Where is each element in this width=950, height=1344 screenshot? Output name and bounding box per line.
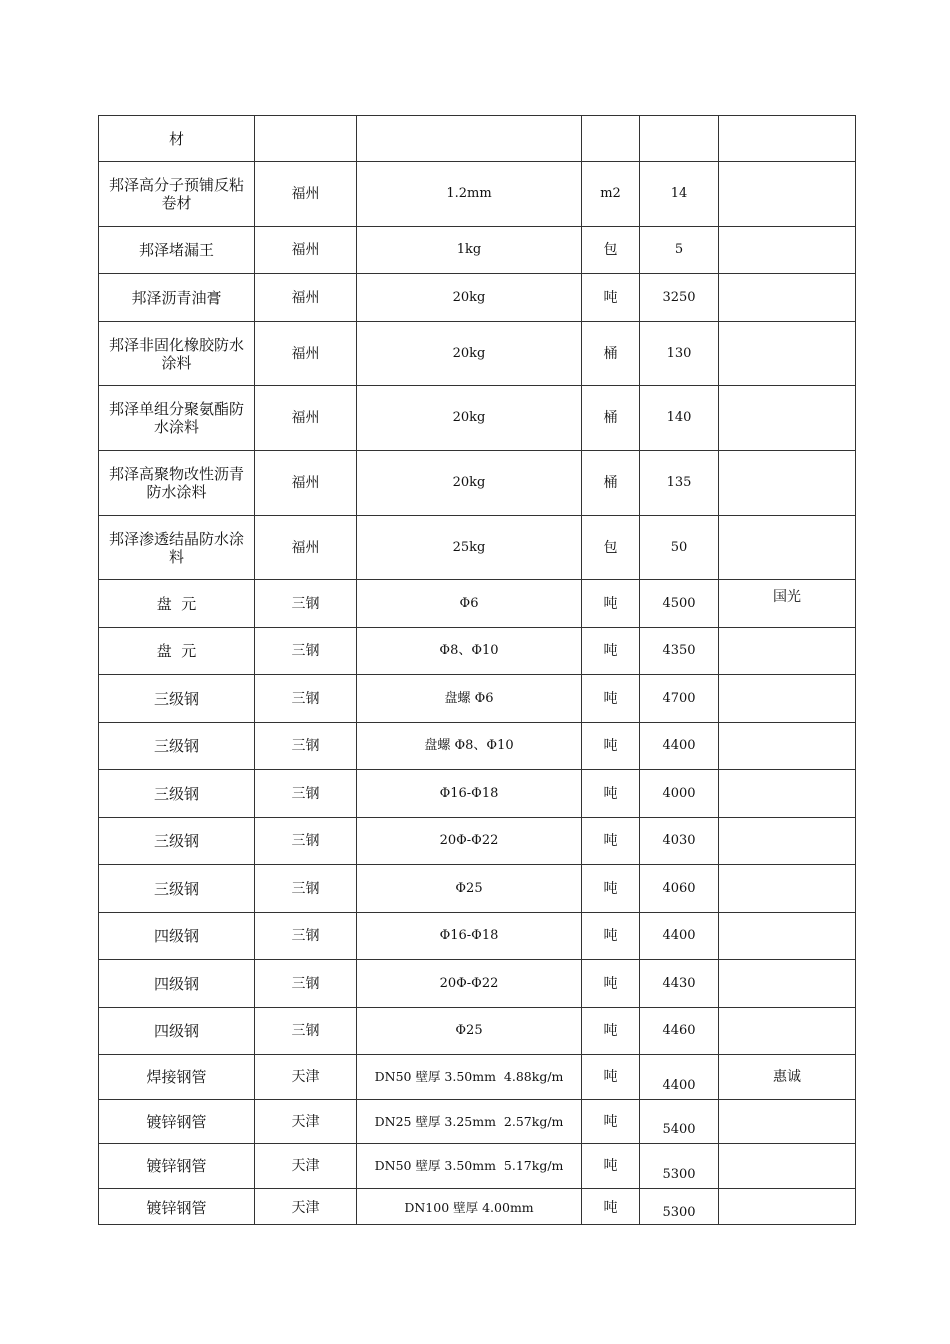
material-name: 邦泽沥青油膏: [99, 274, 255, 322]
origin: 福州: [255, 274, 357, 322]
note: [719, 1144, 856, 1189]
price: 4350: [640, 628, 719, 675]
material-name: 三级钢: [99, 818, 255, 865]
spec: 1.2mm: [357, 162, 582, 227]
price: 4500: [640, 580, 719, 628]
table-row: [99, 770, 856, 818]
unit: 桶: [582, 451, 640, 516]
unit: m2: [582, 162, 640, 227]
unit: 吨: [582, 818, 640, 865]
unit: 吨: [582, 913, 640, 960]
table-row: [99, 913, 856, 960]
price: 4460: [640, 1008, 719, 1055]
origin: 天津: [255, 1144, 357, 1189]
origin: 三钢: [255, 818, 357, 865]
material-name: 四级钢: [99, 960, 255, 1008]
origin: 福州: [255, 451, 357, 516]
material-name: 镀锌钢管: [99, 1189, 255, 1225]
table-row: [99, 162, 856, 227]
note: [719, 723, 856, 770]
price: 4700: [640, 675, 719, 723]
origin: 福州: [255, 162, 357, 227]
spec: 20kg: [357, 451, 582, 516]
unit: 吨: [582, 1189, 640, 1225]
material-name: 三级钢: [99, 865, 255, 913]
table-row: [99, 723, 856, 770]
price: 5300: [640, 1189, 719, 1225]
origin: 天津: [255, 1189, 357, 1225]
table-row: [99, 386, 856, 451]
spec: DN25 壁厚 3.25mm 2.57kg/m: [357, 1100, 582, 1144]
spec: Φ8、Φ10: [357, 628, 582, 675]
spec: DN50 壁厚 3.50mm 4.88kg/m: [357, 1055, 582, 1100]
price: 4060: [640, 865, 719, 913]
price: 4430: [640, 960, 719, 1008]
price: 4000: [640, 770, 719, 818]
origin: 天津: [255, 1055, 357, 1100]
price: 4400: [640, 913, 719, 960]
spec: 20Φ-Φ22: [357, 960, 582, 1008]
unit: 吨: [582, 1100, 640, 1144]
spec: DN100 壁厚 4.00mm: [357, 1189, 582, 1225]
material-name: 邦泽渗透结晶防水涂料: [99, 516, 255, 580]
spec: 20kg: [357, 386, 582, 451]
note: [719, 865, 856, 913]
material-name: 盘 元: [99, 628, 255, 675]
spec: 20kg: [357, 322, 582, 386]
origin: 三钢: [255, 675, 357, 723]
note: [719, 818, 856, 865]
note: 惠诚: [719, 1055, 856, 1100]
note: [719, 675, 856, 723]
spec: Φ6: [357, 580, 582, 628]
unit: 吨: [582, 865, 640, 913]
note: [719, 1189, 856, 1225]
table-row: [99, 322, 856, 386]
note: [719, 116, 856, 162]
material-name: 镀锌钢管: [99, 1100, 255, 1144]
table-row: [99, 818, 856, 865]
table-row: [99, 274, 856, 322]
price: 5: [640, 227, 719, 274]
unit: 吨: [582, 628, 640, 675]
note: [719, 274, 856, 322]
spec: Φ16-Φ18: [357, 770, 582, 818]
material-name: 四级钢: [99, 1008, 255, 1055]
spec: 25kg: [357, 516, 582, 580]
unit: 包: [582, 516, 640, 580]
price: 140: [640, 386, 719, 451]
table-row: [99, 1100, 856, 1144]
price: 3250: [640, 274, 719, 322]
spec: Φ16-Φ18: [357, 913, 582, 960]
unit: 吨: [582, 675, 640, 723]
note: [719, 960, 856, 1008]
material-name: 盘 元: [99, 580, 255, 628]
price: 135: [640, 451, 719, 516]
material-name: 邦泽高分子预铺反粘卷材: [99, 162, 255, 227]
spec: DN50 壁厚 3.50mm 5.17kg/m: [357, 1144, 582, 1189]
unit: 吨: [582, 960, 640, 1008]
origin: 三钢: [255, 770, 357, 818]
unit: 桶: [582, 386, 640, 451]
table-row: [99, 516, 856, 580]
spec: 盘螺 Φ6: [357, 675, 582, 723]
note: [719, 913, 856, 960]
note: [719, 516, 856, 580]
material-name: 材: [99, 116, 255, 162]
price: 5400: [640, 1100, 719, 1144]
price: 4400: [640, 1055, 719, 1100]
material-name: 四级钢: [99, 913, 255, 960]
unit: 吨: [582, 580, 640, 628]
origin: 三钢: [255, 628, 357, 675]
origin: 福州: [255, 322, 357, 386]
price: 130: [640, 322, 719, 386]
origin: 三钢: [255, 580, 357, 628]
price: [640, 116, 719, 162]
unit: [582, 116, 640, 162]
unit: 包: [582, 227, 640, 274]
table-row: [99, 628, 856, 675]
table-row: [99, 960, 856, 1008]
table-row: [99, 1144, 856, 1189]
table-row: [99, 1189, 856, 1225]
unit: 吨: [582, 1144, 640, 1189]
spec: Φ25: [357, 1008, 582, 1055]
note: [719, 1008, 856, 1055]
price: 4400: [640, 723, 719, 770]
note: [719, 386, 856, 451]
note: [719, 1100, 856, 1144]
material-name: 三级钢: [99, 770, 255, 818]
unit: 吨: [582, 274, 640, 322]
spec: 20Φ-Φ22: [357, 818, 582, 865]
note: [719, 451, 856, 516]
note: [719, 770, 856, 818]
origin: 福州: [255, 386, 357, 451]
origin: 天津: [255, 1100, 357, 1144]
table-row: [99, 227, 856, 274]
spec: 20kg: [357, 274, 582, 322]
note: [719, 628, 856, 675]
origin: 三钢: [255, 960, 357, 1008]
unit: 桶: [582, 322, 640, 386]
unit: 吨: [582, 1055, 640, 1100]
table-row: [99, 116, 856, 162]
material-name: 三级钢: [99, 723, 255, 770]
material-name: 邦泽高聚物改性沥青防水涂料: [99, 451, 255, 516]
note: [719, 227, 856, 274]
table-row: [99, 1055, 856, 1100]
spec: Φ25: [357, 865, 582, 913]
unit: 吨: [582, 1008, 640, 1055]
material-name: 邦泽非固化橡胶防水涂料: [99, 322, 255, 386]
note: [719, 162, 856, 227]
price: 5300: [640, 1144, 719, 1189]
origin: 三钢: [255, 723, 357, 770]
origin: 三钢: [255, 913, 357, 960]
price: 4030: [640, 818, 719, 865]
spec: [357, 116, 582, 162]
unit: 吨: [582, 770, 640, 818]
price: 14: [640, 162, 719, 227]
material-name: 三级钢: [99, 675, 255, 723]
unit: 吨: [582, 723, 640, 770]
material-price-table: [98, 115, 856, 1225]
origin: 三钢: [255, 865, 357, 913]
table-row: [99, 451, 856, 516]
origin: [255, 116, 357, 162]
spec: 盘螺 Φ8、Φ10: [357, 723, 582, 770]
table-row: [99, 580, 856, 628]
note: [719, 322, 856, 386]
material-name: 焊接钢管: [99, 1055, 255, 1100]
table-row: [99, 1008, 856, 1055]
note: 国光: [719, 580, 856, 628]
spec: 1kg: [357, 227, 582, 274]
origin: 福州: [255, 516, 357, 580]
origin: 三钢: [255, 1008, 357, 1055]
material-name: 邦泽单组分聚氨酯防水涂料: [99, 386, 255, 451]
price: 50: [640, 516, 719, 580]
material-name: 镀锌钢管: [99, 1144, 255, 1189]
table-row: [99, 865, 856, 913]
table-row: [99, 675, 856, 723]
material-name: 邦泽堵漏王: [99, 227, 255, 274]
origin: 福州: [255, 227, 357, 274]
